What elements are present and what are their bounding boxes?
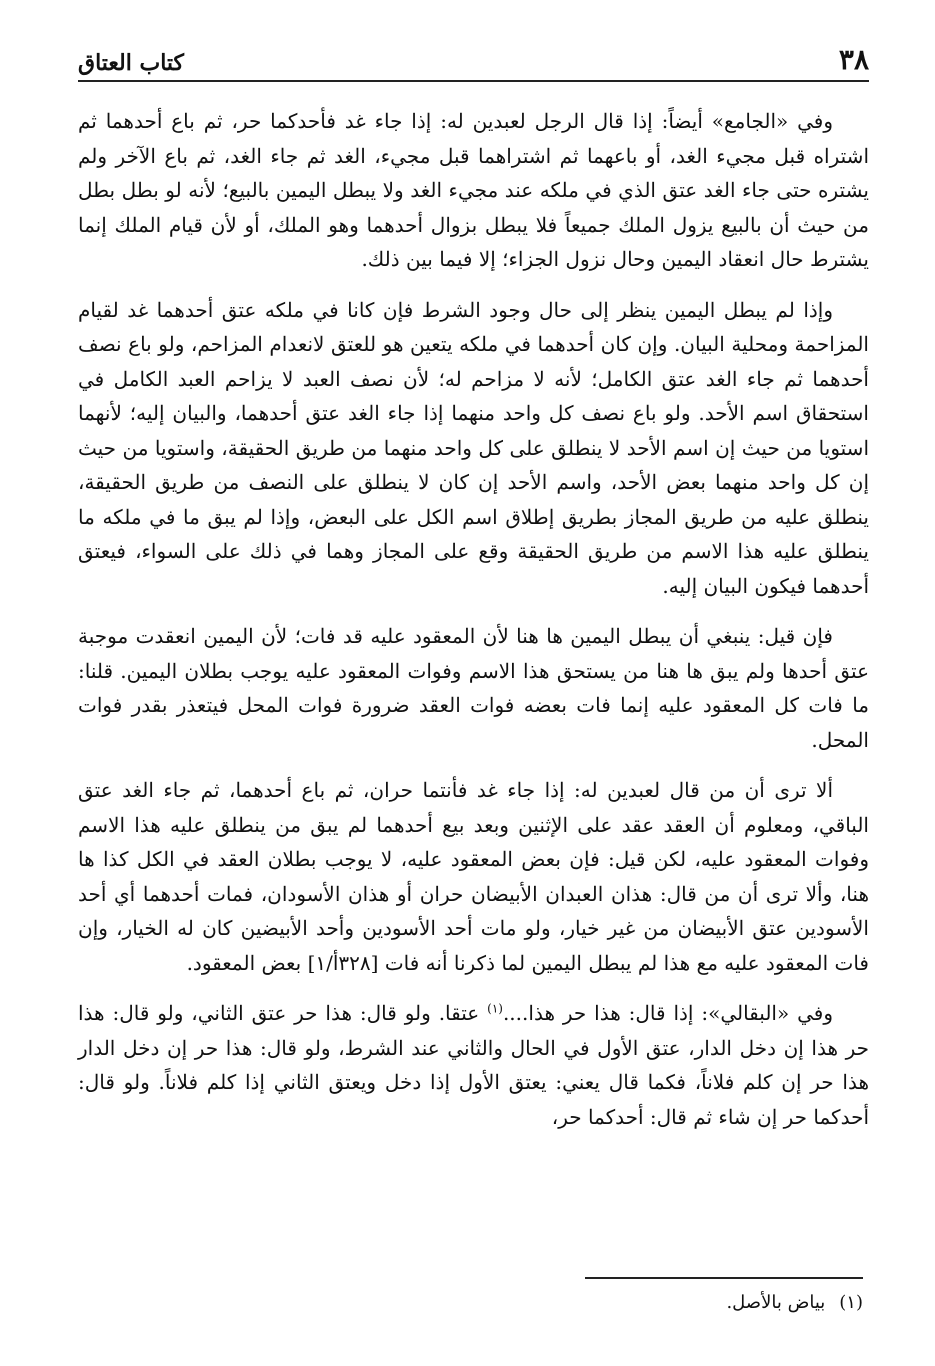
page-number: ٣٨: [838, 43, 869, 76]
footnote-text: بياض بالأصل.: [726, 1292, 826, 1313]
page-header: [78, 36, 869, 74]
paragraph: [78, 996, 869, 1134]
footnote-reference: (١): [487, 1001, 503, 1016]
footnote-marker: (١): [839, 1292, 863, 1313]
paragraph-text: وفي «البقالي»: إذا قال: هذا حر هذا....: [502, 1001, 833, 1025]
footnote-rule: [585, 1277, 863, 1279]
book-title: كتاب العتاق: [78, 50, 185, 76]
paragraph: وإذا لم يبطل اليمين ينظر إلى حال وجود الشرط فإن كانا في ملكه عتق أحدهما غد لقيام المزاحمة ومحلية البيان. وإن كان أحدهما في ملكه يتعين هو للعتق لانعدام المزاحم، ولو باع نصف أحدهما ثم جاء الغد عتق الكامل؛ لأنه لا مزاحم له؛ لأن نصف العبد لا يزاحم العبد الكامل في استحقاق اسم الأحد. ولو باع نصف كل واحد منهما إذا جاء الغد عتق أحدهما، والبيان إليه؛ لأنهما استويا من حيث إن اسم الأحد لا ينطلق على كل واحد منهما من طريق الحقيقة، واستويا من حيث إن كل واحد منهما بعض الأحد، واسم الأحد إن كان لا ينطلق على النصف من طريق الحقيقة، ينطلق عليه من طريق المجاز بطريق إطلاق اسم الكل على البعض، وإذا لم يبق ما في ملكه ما ينطلق عليه هذا الاسم من طريق الحقيقة وقع على المجاز وهما في ذلك على السواء، فيعتق أحدهما فيكون البيان إليه.: [78, 297, 869, 598]
paragraph: فإن قيل: ينبغي أن يبطل اليمين ها هنا لأن المعقود عليه قد فات؛ لأن اليمين انعقدت موجبة عتق أحدها ولم يبق ها هنا من يستحق هذا الاسم وفوات المعقود عليه يوجب بطلان اليمين. قلنا: ما فات كل المعقود عليه إنما فات بعضه فوات العقد ضرورة فوات المحل فيتعذر بقدر فوات المحل.: [78, 624, 869, 752]
paragraph: وفي «الجامع» أيضاً: إذا قال الرجل لعبدين له: إذا جاء غد فأحدكما حر، ثم باع أحدهما ثم اشتراه قبل مجيء الغد، أو باعهما ثم اشتراهما قبل مجيء، الغد ثم جاء الغد، ثم باع الآخر ولم يشتره حتى جاء الغد عتق الذي في ملكه عند مجيء الغد ولا يبطل اليمين بالبيع؛ لأنه لو بطل بطل من حيث أن بالبيع يزول الملك جميعاً فلا يبطل بزوال أحدهما وهو الملك، أو لأن قيام الملك إنما يشترط حال انعقاد اليمين وحال نزول الجزاء؛ إلا فيما بين ذلك.: [78, 109, 870, 271]
body-text: [78, 104, 869, 1134]
paragraph: ألا ترى أن من قال لعبدين له: إذا جاء غد فأنتما حران، ثم باع أحدهما، ثم جاء الغد عتق الباقي، ومعلوم أن العقد عقد على الإثنين وبعد بيع أحدهما لم يبق من ينطلق عليه هذا الاسم وفوات المعقود عليه، لكن قيل: فإن بعض المعقود عليه، لا يوجب بطلان العقد في الكل كذا ها هنا، وألا ترى أن من قال: هذان العبدان الأبيضان حران أو هذان الأسودان، فمات أحدهما أي أحد الأسودين عتق الأبيضان من غير خيار، ولو مات أحد الأسودين وأحد الأبيضين كان له الخيار، وإن فات المعقود عليه مع هذا لم يبطل اليمين لما ذكرنا أنه فات [٣٢٨أ/١] بعض المعقود.: [78, 778, 869, 975]
footnote: [78, 1289, 863, 1317]
header-rule: [78, 80, 869, 82]
paragraph-text: عتقا. ولو قال: هذا حر عتق الثاني، ولو قال: هذا حر هذا إن دخل الدار، عتق الأول في الحال والثاني عند الشرط، ولو قال: هذا حر إن دخل الدار هذا حر إن كلم فلاناً، فكما قال يعني: يعتق الأول إذا دخل ويعتق الثاني إذا كلم فلاناً. ولو قال: أحدكما حر إن شاء ثم قال: أحدكما حر،: [78, 1001, 869, 1129]
